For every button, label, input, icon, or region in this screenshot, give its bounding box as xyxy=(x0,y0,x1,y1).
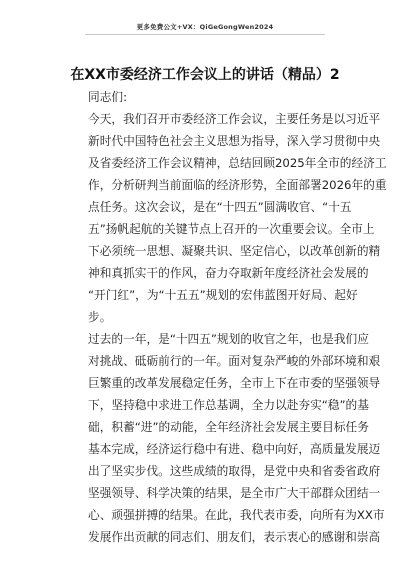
body-line: 坚强领导、科学决策的结果，是全市广大干部群众团结一 xyxy=(88,486,381,500)
body-line: 过去的一年，是“十四五”规划的收官之年，也是我们应 xyxy=(88,332,369,346)
header-note: 更多免费公文+VX：QiGeGongWen2024 xyxy=(136,23,274,31)
salutation: 同志们: xyxy=(88,90,128,104)
body-line: “开门红”，为“十五五”规划的宏伟蓝图开好局、起好 xyxy=(88,288,358,302)
body-line: 神和真抓实干的作风，奋力夺取新年度经济社会发展的 xyxy=(88,266,369,280)
body-line: 及省委经济工作会议精神，总结回顾2025年全市的经济工 xyxy=(88,156,387,170)
body-line: 出了坚实步伐。这些成绩的取得，是党中央和省委省政府 xyxy=(88,464,381,478)
body-line: 础，积蓄“进”的动能，全年经济社会发展主要目标任务 xyxy=(88,420,369,434)
body-line: 基本完成，经济运行稳中有进、稳中向好，高质量发展迈 xyxy=(88,442,381,456)
body-line: 步。 xyxy=(88,310,112,324)
body-line: 点任务。这次会议，是在“十四五”圆满收官、“十五 xyxy=(88,200,352,214)
body-line: 五”扬帆起航的关键节点上召开的一次重要会议。全市上 xyxy=(88,222,375,236)
body-line: 下必须统一思想、凝聚共识、坚定信心，以改革创新的精 xyxy=(88,244,381,258)
body-line: 巨繁重的改革发展稳定任务，全市上下在市委的坚强领导 xyxy=(88,376,381,390)
body-line: 作，分析研判当前面临的经济形势，全面部署2026年的重 xyxy=(88,178,387,192)
header-divider xyxy=(85,34,325,35)
document-body xyxy=(88,86,387,548)
body-line: 心、顽强拼搏的结果。在此，我代表市委，向所有为XX市 xyxy=(88,508,385,522)
body-line: 发展作出贡献的同志们、朋友们，表示衷心的感谢和崇高 xyxy=(88,530,381,544)
document-title: 在XX市委经济工作会议上的讲话（精品）2 xyxy=(70,67,340,83)
body-line: 对挑战、砥砺前行的一年。面对复杂严峻的外部环境和艰 xyxy=(88,354,381,368)
body-line: 新时代中国特色社会主义思想为指导，深入学习贯彻中央 xyxy=(88,134,381,148)
body-line: 今天，我们召开市委经济工作会议，主要任务是以习近平 xyxy=(88,112,381,126)
body-line: 下，坚持稳中求进工作总基调，全力以赴夯实“稳”的基 xyxy=(88,398,369,412)
